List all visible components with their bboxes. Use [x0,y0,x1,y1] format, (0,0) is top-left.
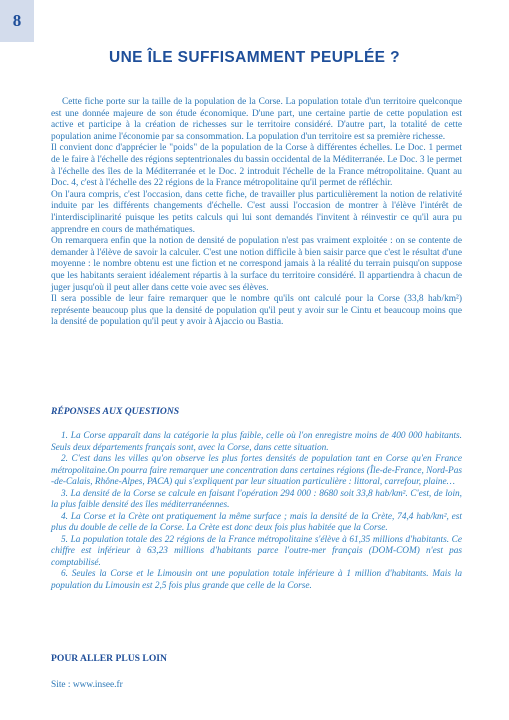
intro-paragraph: Il convient donc d'apprécier le "poids" de la population de la Corse à différentes échelles. Le Doc. 1 permet de le faire à l'échelle des régions septentrionales du bassin occidental de la Méditerranée. Le Doc. 3 le permet à l'échelle des îles de la Méditerranée et le Doc. 2 introduit l'échelle de la France métropolitaine. Quant au Doc. 4, c'est à l'échelle des 22 régions de la France métropolitaine qu'il permet de réfléchir. [51,143,462,189]
answers-list [51,431,462,592]
further-heading: POUR ALLER PLUS LOIN [51,653,167,664]
page-title: UNE ÎLE SUFFISAMMENT PEUPLÉE ? [108,49,400,66]
page-number: 8 [12,11,22,30]
site-reference: Site : www.insee.fr [51,680,123,690]
intro-paragraph: Cette fiche porte sur la taille de la population de la Corse. La population totale d'un territoire quelconque est une donnée majeure de son étude économique. D'une part, une certaine partie de cette population est active et participe à la création de richesses sur le territoire considéré. D'autre part, la totalité de cette population anime l'économie par sa consommation. La population d'un territoire est sa première richesse. [51,97,462,142]
answer-item: 4. La Corse et la Crète ont pratiquement la même surface ; mais la densité de la Crète, 74,4 hab/km², est plus du double de celle de la Corse. La Crète est donc deux fois plus habitée que la Corse. [51,511,462,533]
intro-paragraph: On remarquera enfin que la notion de densité de population n'est pas vraiment exploitée : on se contente de demander à l'élève de savoir la calculer. C'est une notion difficile à bien saisir parce que c'est le résultat d'une moyenne : le nombre obtenu est une fiction et ne correspond jamais à la réalité du terrain puisqu'on suppose que les habitants seraient idéalement répartis à la surface du territoire considéré. Il appartiendra à chacun de juger jusqu'où il peut aller dans cette voie avec ses élèves. [51,236,462,293]
intro-text [51,97,462,329]
intro-paragraph: Il sera possible de leur faire remarquer que le nombre qu'ils ont calculé pour la Corse (33,8 hab/km²) représente beaucoup plus que la densité de population qu'il peut y avoir sur le Cintu et beaucoup moins que la densité de population qu'il peut y avoir à Ajaccio ou Bastia. [51,294,462,328]
answer-item: 6. Seules la Corse et le Limousin ont une population totale inférieure à 1 million d'habitants. Mais la population du Limousin est 2,5 fois plus grande que celle de la Corse. [51,569,462,591]
intro-paragraph: On l'aura compris, c'est l'occasion, dans cette fiche, de travailler plus particulièrement la notion de relativité induite par les différents changements d'échelle. C'est aussi l'occasion de montrer à l'élève l'intérêt de l'interdisciplinarité puisque les petits calculs qui lui sont demandés l'invitent à réinvestir ce qu'il aura pu apprendre en cours de mathématiques. [51,189,462,235]
answer-item: 3. La densité de la Corse se calcule en faisant l'opération 294 000 : 8680 soit 33,8 hab/km². C'est, de loin, la plus faible densité des îles méditerranéennes. [51,488,462,510]
answer-item: 2. C'est dans les villes qu'on observe les plus fortes densités de population tant en Corse qu'en France métropolitaine.On pourra faire remarquer une concentration dans certaines régions (Île-de-France, Nord-Pas -de-Calais, Rhône-Alpes, PACA) qui s'expliquent par leur situation particulière : littoral, carrefour, plaine… [51,454,462,487]
answer-item: 1. La Corse apparaît dans la catégorie la plus faible, celle où l'on enregistre moins de 400 000 habitants. Seuls deux départements français sont, avec la Corse, dans cette situation. [51,431,462,453]
page-number-box [0,0,34,42]
answer-item: 5. La population totale des 22 régions de la France métropolitaine s'élève à 61,35 millions d'habitants. Ce chiffre est inférieur à 63,23 millions d'habitants parce l'outre-mer français (DOM-COM) n'est pas comptabilisé. [51,534,462,568]
answers-heading: RÉPONSES AUX QUESTIONS [51,406,180,417]
